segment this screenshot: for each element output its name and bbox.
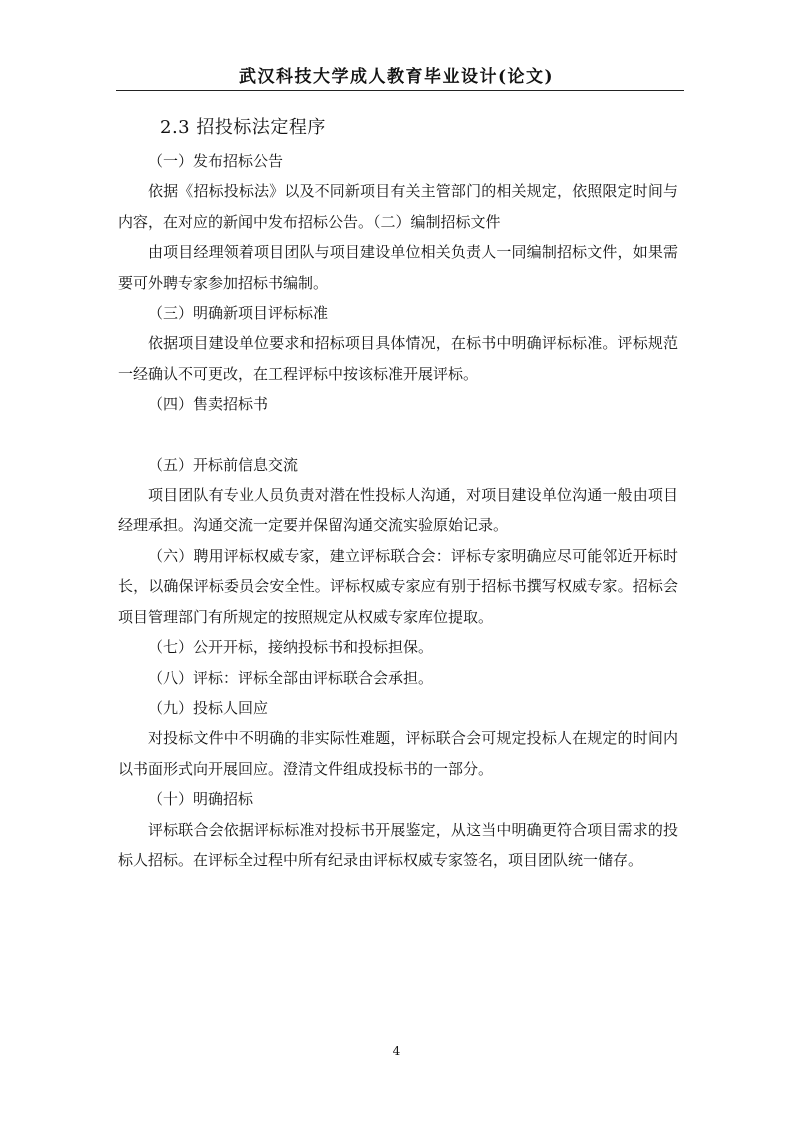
paragraph: （六）聘用评标权威专家，建立评标联合会：评标专家明确应尽可能邻近开标时长，以确保评标委员会安全性。评标权威专家应有别于招标书撰写权威专家。招标会项目管理部门有所规定的按照规定从权威专家库位提取。 [118, 546, 678, 626]
paragraph: （五）开标前信息交流 [148, 455, 299, 474]
paragraph: （七）公开开标，接纳投标书和投标担保。 [148, 638, 434, 657]
paragraph: 依据《招标投标法》以及不同新项目有关主管部门的相关规定，依照限定时间与内容，在对应的新闻中发布招标公告。（二）编制招标文件 [118, 182, 678, 231]
paragraph: 由项目经理领着项目团队与项目建设单位相关负责人一同编制招标文件，如果需要可外聘专家参加招标书编制。 [118, 243, 678, 292]
paragraph: （一）发布招标公告 [148, 152, 284, 170]
paragraph: （四）售卖招标书 [148, 395, 269, 414]
document-body [118, 146, 678, 875]
paragraph: 对投标文件中不明确的非实际性难题，评标联合会可规定投标人在规定的时间内以书面形式向开展回应。澄清文件组成投标书的一部分。 [118, 729, 678, 778]
document-header-title: 武汉科技大学成人教育毕业设计(论文) [238, 67, 555, 87]
section-heading: 2.3 招投标法定程序 [160, 117, 326, 138]
header-divider [116, 90, 684, 91]
paragraph: 评标联合会依据评标标准对投标书开展鉴定，从这当中明确更符合项目需求的投标人招标。在评标全过程中所有纪录由评标权威专家签名，项目团队统一储存。 [118, 820, 678, 869]
paragraph: （八）评标：评标全部由评标联合会承担。 [148, 668, 434, 687]
paragraph: （九）投标人回应 [148, 698, 269, 717]
page-number: 4 [392, 1044, 401, 1058]
paragraph: 依据项目建设单位要求和招标项目具体情况，在标书中明确评标标准。评标规范一经确认不可更改，在工程评标中按该标准开展评标。 [118, 334, 678, 383]
paragraph: （三）明确新项目评标标准 [148, 304, 329, 323]
paragraph: （十）明确招标 [148, 790, 254, 809]
paragraph: 项目团队有专业人员负责对潜在性投标人沟通，对项目建设单位沟通一般由项目经理承担。沟通交流一定要并保留沟通交流实验原始记录。 [118, 486, 678, 535]
